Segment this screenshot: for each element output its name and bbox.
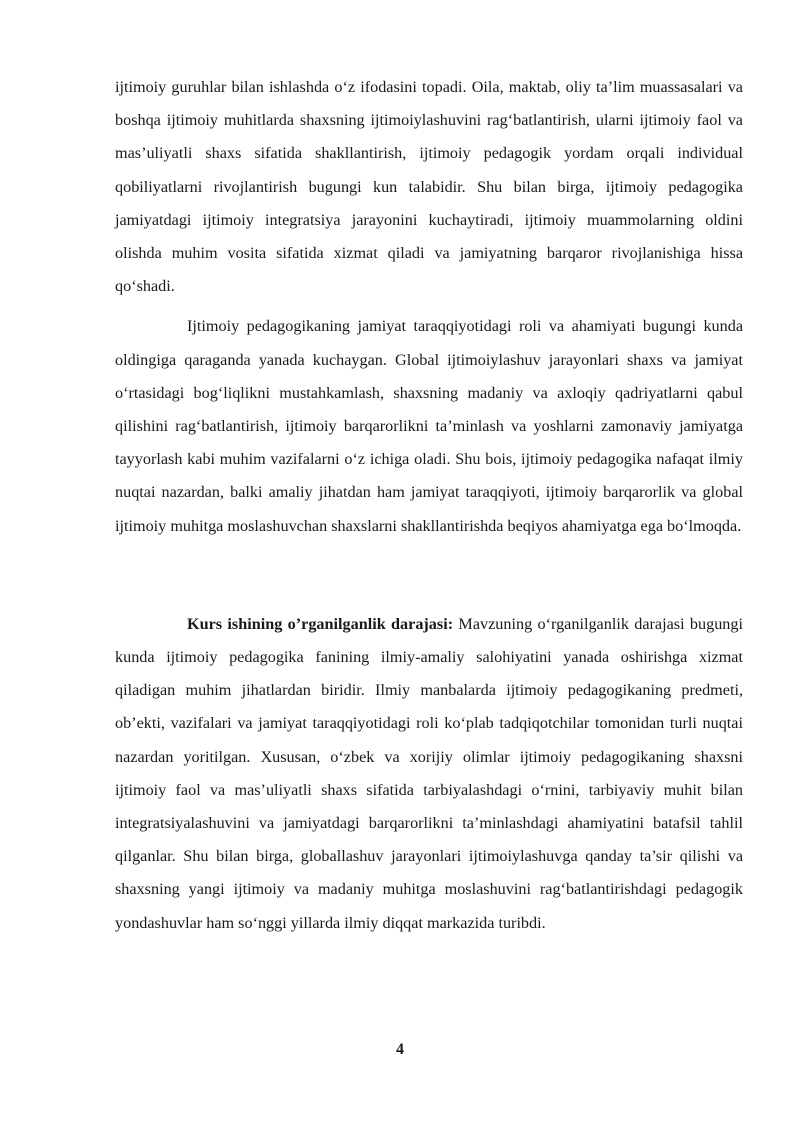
paragraph-3 — [115, 608, 743, 940]
paragraph-1: ijtimoiy guruhlar bilan ishlashda o‘z ifodasini topadi. Oila, maktab, oliy ta’lim muassasalari va boshqa ijtimoiy muhitlarda shaxsning ijtimoiylashuvini rag‘batlantirish, ularni ijtimoiy faol va mas’uliyatli shaxs sifatida shakllantirish, ijtimoiy pedagogik yordam orqali individual qobiliyatlarni rivojlantirish bugungi kun talabidir. Shu bilan birga, ijtimoiy pedagogika jamiyatdagi ijtimoiy integratsiya jarayonini kuchaytiradi, ijtimoiy muammolarning oldini olishda muhim vosita sifatida xizmat qiladi va jamiyatning barqaror rivojlanishiga hissa qo‘shadi. — [115, 78, 743, 296]
document-page — [115, 71, 743, 940]
paragraph-2: Ijtimoiy pedagogikaning jamiyat taraqqiyotidagi roli va ahamiyati bugungi kunda oldingiga qaraganda yanada kuchaygan. Global ijtimoiylashuv jarayonlari shaxs va jamiyat o‘rtasidagi bog‘liqlikni mustahkamlash, shaxsning madaniy va axloqiy qadriyatlarni qabul qilishini rag‘batlantirish, ijtimoiy barqarorlikni ta’minlash va yoshlarni zamonaviy jamiyatga tayyorlash kabi muhim vazifalarni o‘z ichiga oladi. Shu bois, ijtimoiy pedagogika nafaqat ilmiy nuqtai nazardan, balki amaliy jihatdan ham jamiyat taraqqiyoti, ijtimoiy barqarorlik va global ijtimoiy muhitga moslashuvchan shaxslarni shakllantirishda beqiyos ahamiyatga ega bo‘lmoqda. — [115, 317, 743, 535]
paragraph-3-body: Mavzuning o‘rganilganlik darajasi bugungi kunda ijtimoiy pedagogika fanining ilmiy-amaliy salohiyatini yanada oshirishga xizmat qiladigan muhim jihatlardan biridir. Ilmiy manbalarda ijtimoiy pedagogikaning predmeti, ob’ekti, vazifalari va jamiyat taraqqiyotidagi roli ko‘plab tadqiqotchilar tomonidan turli nuqtai nazardan yoritilgan. Xususan, o‘zbek va xorijiy olimlar ijtimoiy pedagogikaning shaxsni ijtimoiy faol va mas’uliyatli shaxs sifatida tarbiyalashdagi o‘rnini, tarbiyaviy muhit bilan integratsiyalashuvini va jamiyatdagi barqarorlikni ta’minlashdagi ahamiyatini batafsil tahlil qilganlar. Shu bilan birga, globallashuv jarayonlari ijtimoiylashuvga qanday ta’sir qilishi va shaxsning yangi ijtimoiy va madaniy muhitga moslashuvini rag‘batlantirishdagi pedagogik yondashuvlar ham so‘nggi yillarda ilmiy diqqat markazida turibdi. — [115, 614, 743, 932]
page-number: 4 — [396, 1041, 404, 1058]
section-heading: Kurs ishining o’rganilganlik darajasi: — [187, 614, 454, 633]
